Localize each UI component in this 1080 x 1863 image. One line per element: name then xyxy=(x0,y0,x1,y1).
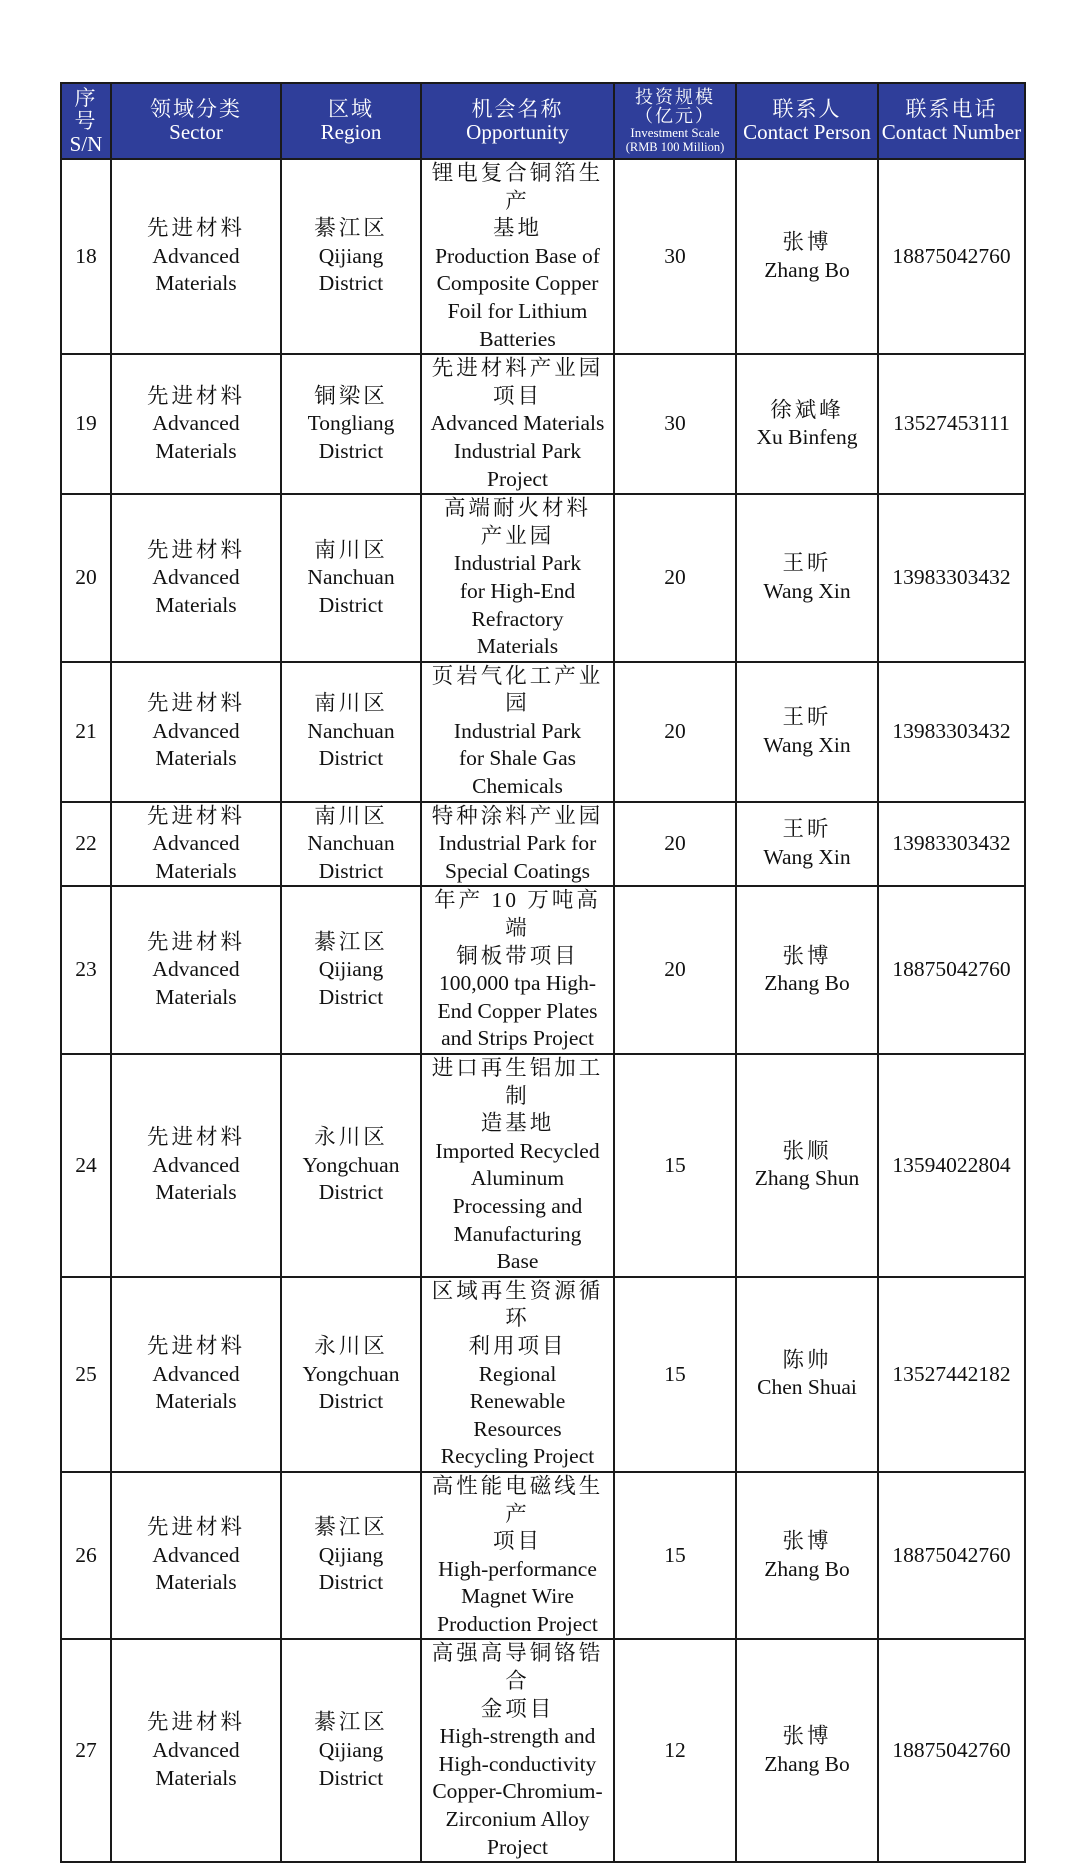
opportunity-zh: 造基地 xyxy=(480,1111,555,1136)
cell-contact xyxy=(736,1054,878,1277)
contact-zh: 张博 xyxy=(782,1724,832,1749)
cell-region xyxy=(281,1472,421,1640)
opportunity-en: Project xyxy=(487,466,548,491)
region-en: District xyxy=(318,746,384,771)
region-zh: 永川区 xyxy=(314,1124,388,1149)
phone-value: 13983303432 xyxy=(892,718,1011,743)
header-opportunity-en: Opportunity xyxy=(466,120,569,144)
cell-phone xyxy=(878,494,1025,662)
opportunity-en: Project xyxy=(487,1834,548,1859)
cell-sector xyxy=(111,159,281,354)
sector-en: Advanced xyxy=(152,831,240,856)
opportunity-en: Composite Copper xyxy=(436,271,599,296)
region-zh: 南川区 xyxy=(314,691,388,716)
opportunity-en: Foil for Lithium xyxy=(447,298,588,323)
region-en: District xyxy=(318,1570,384,1595)
sector-zh: 先进材料 xyxy=(146,1333,245,1358)
cell-sn xyxy=(61,354,111,494)
opportunity-zh: 锂电复合铜箔生产 xyxy=(431,161,604,213)
sector-en: Advanced xyxy=(152,565,240,590)
cell-investment xyxy=(614,1472,736,1640)
phone-value: 18875042760 xyxy=(892,957,1011,982)
header-opportunity xyxy=(421,83,614,159)
opportunity-zh: 铜板带项目 xyxy=(456,943,579,968)
contact-en: Wang Xin xyxy=(763,845,851,870)
sn-value: 25 xyxy=(75,1361,97,1386)
table-row xyxy=(61,802,1025,887)
header-opportunity-zh: 机会名称 xyxy=(471,97,564,121)
sector-en: Materials xyxy=(155,1765,237,1790)
sector-en: Materials xyxy=(155,746,237,771)
contact-zh: 王昕 xyxy=(782,705,832,730)
region-en: Qijiang xyxy=(318,1542,384,1567)
cell-investment xyxy=(614,159,736,354)
opportunity-en: Production Project xyxy=(437,1611,598,1636)
opportunity-en: for High-End xyxy=(459,578,576,603)
opportunity-en: Special Coatings xyxy=(444,858,591,883)
opportunity-zh: 特种涂料产业园 xyxy=(431,803,604,828)
cell-sn xyxy=(61,886,111,1054)
phone-value: 13527453111 xyxy=(893,411,1010,436)
cell-phone xyxy=(878,354,1025,494)
cell-contact xyxy=(736,886,878,1054)
cell-contact xyxy=(736,354,878,494)
table-row xyxy=(61,1639,1025,1862)
cell-region xyxy=(281,662,421,802)
cell-phone xyxy=(878,802,1025,887)
opportunity-zh: 先进材料产业园 xyxy=(431,356,604,381)
sector-en: Materials xyxy=(155,858,237,883)
header-phone xyxy=(878,83,1025,159)
cell-investment xyxy=(614,886,736,1054)
cell-opportunity xyxy=(421,886,614,1054)
header-phone-zh: 联系电话 xyxy=(905,97,998,121)
contact-en: Zhang Bo xyxy=(764,257,850,282)
region-en: District xyxy=(318,271,384,296)
sector-zh: 先进材料 xyxy=(146,383,245,408)
region-en: Nanchuan xyxy=(307,831,395,856)
table-row xyxy=(61,354,1025,494)
sector-zh: 先进材料 xyxy=(146,803,245,828)
region-zh: 铜梁区 xyxy=(314,383,388,408)
contact-en: Zhang Bo xyxy=(764,971,850,996)
sector-en: Advanced xyxy=(152,243,240,268)
phone-value: 18875042760 xyxy=(892,243,1011,268)
region-en: District xyxy=(318,592,384,617)
table-row xyxy=(61,494,1025,662)
contact-en: Wang Xin xyxy=(763,732,851,757)
cell-region xyxy=(281,886,421,1054)
sector-en: Materials xyxy=(155,1389,237,1414)
header-phone-en: Contact Number xyxy=(881,120,1022,144)
sn-value: 23 xyxy=(75,957,97,982)
cell-investment xyxy=(614,1639,736,1862)
investment-value: 20 xyxy=(664,957,686,982)
opportunity-zh: 产业园 xyxy=(480,523,555,548)
opportunity-en: and Strips Project xyxy=(441,1026,594,1051)
investment-value: 20 xyxy=(664,831,686,856)
header-contact-zh: 联系人 xyxy=(772,97,842,121)
cell-phone xyxy=(878,1054,1025,1277)
region-zh: 綦江区 xyxy=(314,1515,388,1540)
table-row xyxy=(61,1277,1025,1472)
table-body xyxy=(61,159,1025,1862)
opportunity-en: Renewable xyxy=(469,1389,566,1414)
region-zh: 南川区 xyxy=(314,803,388,828)
sector-zh: 先进材料 xyxy=(146,1124,245,1149)
cell-region xyxy=(281,354,421,494)
header-contact-en: Contact Person xyxy=(743,120,871,144)
sector-zh: 先进材料 xyxy=(146,691,245,716)
contact-zh: 徐斌峰 xyxy=(770,397,844,422)
opportunity-en: End Copper Plates xyxy=(437,998,598,1023)
cell-sn xyxy=(61,802,111,887)
region-en: District xyxy=(318,858,384,883)
opportunity-zh: 区域再生资源循环 xyxy=(431,1278,604,1331)
contact-zh: 陈帅 xyxy=(782,1347,832,1372)
contact-zh: 张博 xyxy=(782,1529,832,1554)
cell-phone xyxy=(878,1472,1025,1640)
opportunity-en: 100,000 tpa High- xyxy=(438,971,597,996)
investment-value: 15 xyxy=(664,1542,686,1567)
sn-value: 18 xyxy=(75,243,97,268)
region-en: District xyxy=(318,985,384,1010)
cell-sector xyxy=(111,1054,281,1277)
sector-zh: 先进材料 xyxy=(146,1515,245,1540)
opportunity-en: Magnet Wire xyxy=(461,1584,574,1609)
header-sn-en: S/N xyxy=(69,131,103,156)
sn-value: 27 xyxy=(75,1738,97,1763)
opportunity-zh: 项目 xyxy=(492,1529,542,1554)
cell-opportunity xyxy=(421,1054,614,1277)
region-zh: 綦江区 xyxy=(314,929,388,954)
header-region xyxy=(281,83,421,159)
sector-en: Advanced xyxy=(152,718,240,743)
phone-value: 13527442182 xyxy=(892,1361,1011,1386)
sector-en: Materials xyxy=(155,985,237,1010)
opportunity-en: Materials xyxy=(476,634,559,659)
contact-en: Wang Xin xyxy=(763,578,851,603)
opportunity-en: High-conductivity xyxy=(438,1751,597,1776)
cell-contact xyxy=(736,1472,878,1640)
region-zh: 綦江区 xyxy=(314,1710,388,1735)
cell-phone xyxy=(878,886,1025,1054)
cell-sn xyxy=(61,1639,111,1862)
header-sector-en: Sector xyxy=(169,120,223,144)
sector-en: Advanced xyxy=(152,1361,240,1386)
cell-contact xyxy=(736,159,878,354)
cell-sector xyxy=(111,354,281,494)
opportunity-zh: 进口再生铝加工制 xyxy=(431,1056,604,1108)
contact-en: Zhang Shun xyxy=(754,1166,860,1191)
cell-region xyxy=(281,494,421,662)
opportunity-en: for Shale Gas xyxy=(458,746,577,771)
contact-en: Chen Shuai xyxy=(757,1375,857,1400)
opportunity-zh: 页岩气化工产业园 xyxy=(431,663,604,716)
region-en: District xyxy=(318,1389,384,1414)
opportunity-en: Resources xyxy=(473,1416,562,1441)
header-investment-en1: Investment Scale xyxy=(630,125,720,140)
sn-value: 22 xyxy=(75,831,97,856)
cell-sector xyxy=(111,1472,281,1640)
opportunity-en: Aluminum xyxy=(470,1166,565,1191)
cell-sn xyxy=(61,1472,111,1640)
cell-phone xyxy=(878,1277,1025,1472)
opportunity-zh: 高端耐火材料 xyxy=(443,496,591,521)
header-region-zh: 区域 xyxy=(328,97,374,121)
opportunity-en: Production Base of xyxy=(435,243,600,268)
sector-en: Materials xyxy=(155,592,237,617)
cell-sector xyxy=(111,662,281,802)
region-en: Yongchuan xyxy=(302,1361,400,1386)
header-investment-zh1: 投资规模 xyxy=(635,87,715,107)
contact-zh: 王昕 xyxy=(782,551,832,576)
opportunity-zh: 利用项目 xyxy=(468,1333,567,1358)
region-en: District xyxy=(318,438,384,463)
cell-opportunity xyxy=(421,802,614,887)
header-sn xyxy=(61,83,111,159)
opportunity-en: Recycling Project xyxy=(440,1444,595,1469)
investment-value: 15 xyxy=(664,1361,686,1386)
opportunity-en: High-performance xyxy=(438,1556,597,1581)
cell-opportunity xyxy=(421,1472,614,1640)
header-region-en: Region xyxy=(320,120,382,144)
sector-en: Materials xyxy=(155,271,237,296)
cell-region xyxy=(281,159,421,354)
sn-value: 21 xyxy=(75,718,97,743)
opportunity-en: Imported Recycled xyxy=(435,1138,600,1163)
cell-sn xyxy=(61,1054,111,1277)
opportunity-en: Regional xyxy=(478,1361,557,1386)
cell-investment xyxy=(614,1054,736,1277)
cell-contact xyxy=(736,1277,878,1472)
region-en: Qijiang xyxy=(318,1738,384,1763)
opportunity-en: Zirconium Alloy xyxy=(445,1807,590,1832)
opportunity-zh: 年产 10 万吨高端 xyxy=(434,888,601,941)
sector-en: Advanced xyxy=(152,957,240,982)
sector-zh: 先进材料 xyxy=(146,929,245,954)
cell-investment xyxy=(614,494,736,662)
sn-value: 20 xyxy=(75,565,97,590)
investment-value: 30 xyxy=(664,243,686,268)
cell-contact xyxy=(736,1639,878,1862)
header-investment-en2: (RMB 100 Million) xyxy=(625,140,725,154)
phone-value: 13983303432 xyxy=(892,565,1011,590)
contact-en: Zhang Bo xyxy=(764,1751,850,1776)
opportunity-zh: 金项目 xyxy=(480,1696,555,1721)
opportunity-en: Processing and xyxy=(452,1193,583,1218)
cell-region xyxy=(281,1277,421,1472)
cell-phone xyxy=(878,159,1025,354)
phone-value: 13594022804 xyxy=(892,1152,1011,1177)
header-investment-zh2: （亿元） xyxy=(635,106,715,126)
region-en: District xyxy=(318,1180,384,1205)
investment-value: 30 xyxy=(664,411,686,436)
table-row xyxy=(61,1472,1025,1640)
table-row xyxy=(61,1054,1025,1277)
sector-en: Advanced xyxy=(152,1542,240,1567)
cell-investment xyxy=(614,802,736,887)
contact-zh: 张顺 xyxy=(782,1138,832,1163)
header-investment xyxy=(614,83,736,159)
cell-phone xyxy=(878,662,1025,802)
cell-sn xyxy=(61,1277,111,1472)
cell-region xyxy=(281,1054,421,1277)
sector-en: Advanced xyxy=(152,1738,240,1763)
cell-region xyxy=(281,1639,421,1862)
sector-en: Advanced xyxy=(152,411,240,436)
cell-investment xyxy=(614,354,736,494)
investment-value: 15 xyxy=(664,1152,686,1177)
opportunity-en: Base xyxy=(496,1249,539,1274)
region-en: Qijiang xyxy=(318,243,384,268)
phone-value: 18875042760 xyxy=(892,1738,1011,1763)
cell-opportunity xyxy=(421,494,614,662)
cell-opportunity xyxy=(421,354,614,494)
opportunity-en: Refractory xyxy=(471,606,564,631)
opportunity-en: High-strength and xyxy=(439,1724,596,1749)
region-zh: 永川区 xyxy=(314,1333,388,1358)
cell-sector xyxy=(111,1277,281,1472)
cell-sector xyxy=(111,494,281,662)
region-zh: 南川区 xyxy=(314,537,388,562)
table-row xyxy=(61,662,1025,802)
opportunity-zh: 项目 xyxy=(492,383,542,408)
cell-phone xyxy=(878,1639,1025,1862)
sector-zh: 先进材料 xyxy=(146,216,245,241)
sector-en: Advanced xyxy=(152,1152,240,1177)
region-zh: 綦江区 xyxy=(314,216,388,241)
header-sn-zh: 序号 xyxy=(74,85,98,133)
opportunity-zh: 高性能电磁线生产 xyxy=(431,1473,604,1526)
table-row xyxy=(61,159,1025,354)
cell-sn xyxy=(61,662,111,802)
cell-sn xyxy=(61,159,111,354)
sn-value: 26 xyxy=(75,1542,97,1567)
investment-value: 20 xyxy=(664,565,686,590)
sector-en: Materials xyxy=(155,1570,237,1595)
opportunity-en: Advanced Materials xyxy=(430,411,605,436)
sn-value: 24 xyxy=(75,1152,97,1177)
header-contact xyxy=(736,83,878,159)
cell-region xyxy=(281,802,421,887)
region-en: Tongliang xyxy=(307,411,395,436)
cell-sector xyxy=(111,886,281,1054)
region-en: Yongchuan xyxy=(302,1152,400,1177)
contact-zh: 王昕 xyxy=(782,817,832,842)
header-row xyxy=(61,83,1025,159)
cell-opportunity xyxy=(421,1277,614,1472)
opportunity-en: Industrial Park xyxy=(453,438,582,463)
contact-en: Xu Binfeng xyxy=(756,425,858,450)
opportunity-en: Manufacturing xyxy=(453,1221,582,1246)
header-sector xyxy=(111,83,281,159)
opportunity-en: Copper-Chromium- xyxy=(432,1779,603,1804)
region-en: Qijiang xyxy=(318,957,384,982)
opportunity-zh: 高强高导铜铬锆合 xyxy=(431,1641,604,1694)
cell-opportunity xyxy=(421,159,614,354)
sector-zh: 先进材料 xyxy=(146,1710,245,1735)
cell-opportunity xyxy=(421,662,614,802)
contact-zh: 张博 xyxy=(782,229,832,254)
sector-en: Materials xyxy=(155,438,237,463)
opportunity-en: Batteries xyxy=(479,326,556,351)
cell-opportunity xyxy=(421,1639,614,1862)
contact-en: Zhang Bo xyxy=(764,1556,850,1581)
investment-value: 20 xyxy=(664,718,686,743)
opportunity-en: Industrial Park xyxy=(453,718,582,743)
cell-contact xyxy=(736,662,878,802)
opportunity-table xyxy=(60,82,1026,1863)
sector-en: Materials xyxy=(155,1180,237,1205)
region-en: Nanchuan xyxy=(307,718,395,743)
cell-contact xyxy=(736,494,878,662)
region-en: District xyxy=(318,1765,384,1790)
cell-sector xyxy=(111,1639,281,1862)
cell-sector xyxy=(111,802,281,887)
contact-zh: 张博 xyxy=(782,943,832,968)
sn-value: 19 xyxy=(75,411,97,436)
header-sector-zh: 领域分类 xyxy=(150,97,242,121)
investment-value: 12 xyxy=(664,1738,686,1763)
opportunity-en: Industrial Park xyxy=(453,551,582,576)
region-en: Nanchuan xyxy=(307,565,395,590)
cell-sn xyxy=(61,494,111,662)
opportunity-en: Chemicals xyxy=(472,774,563,799)
opportunity-zh: 基地 xyxy=(492,216,542,241)
sector-zh: 先进材料 xyxy=(146,537,245,562)
cell-contact xyxy=(736,802,878,887)
cell-investment xyxy=(614,662,736,802)
phone-value: 13983303432 xyxy=(892,831,1011,856)
phone-value: 18875042760 xyxy=(892,1542,1011,1567)
opportunity-en: Industrial Park for xyxy=(438,831,597,856)
table-row xyxy=(61,886,1025,1054)
cell-investment xyxy=(614,1277,736,1472)
